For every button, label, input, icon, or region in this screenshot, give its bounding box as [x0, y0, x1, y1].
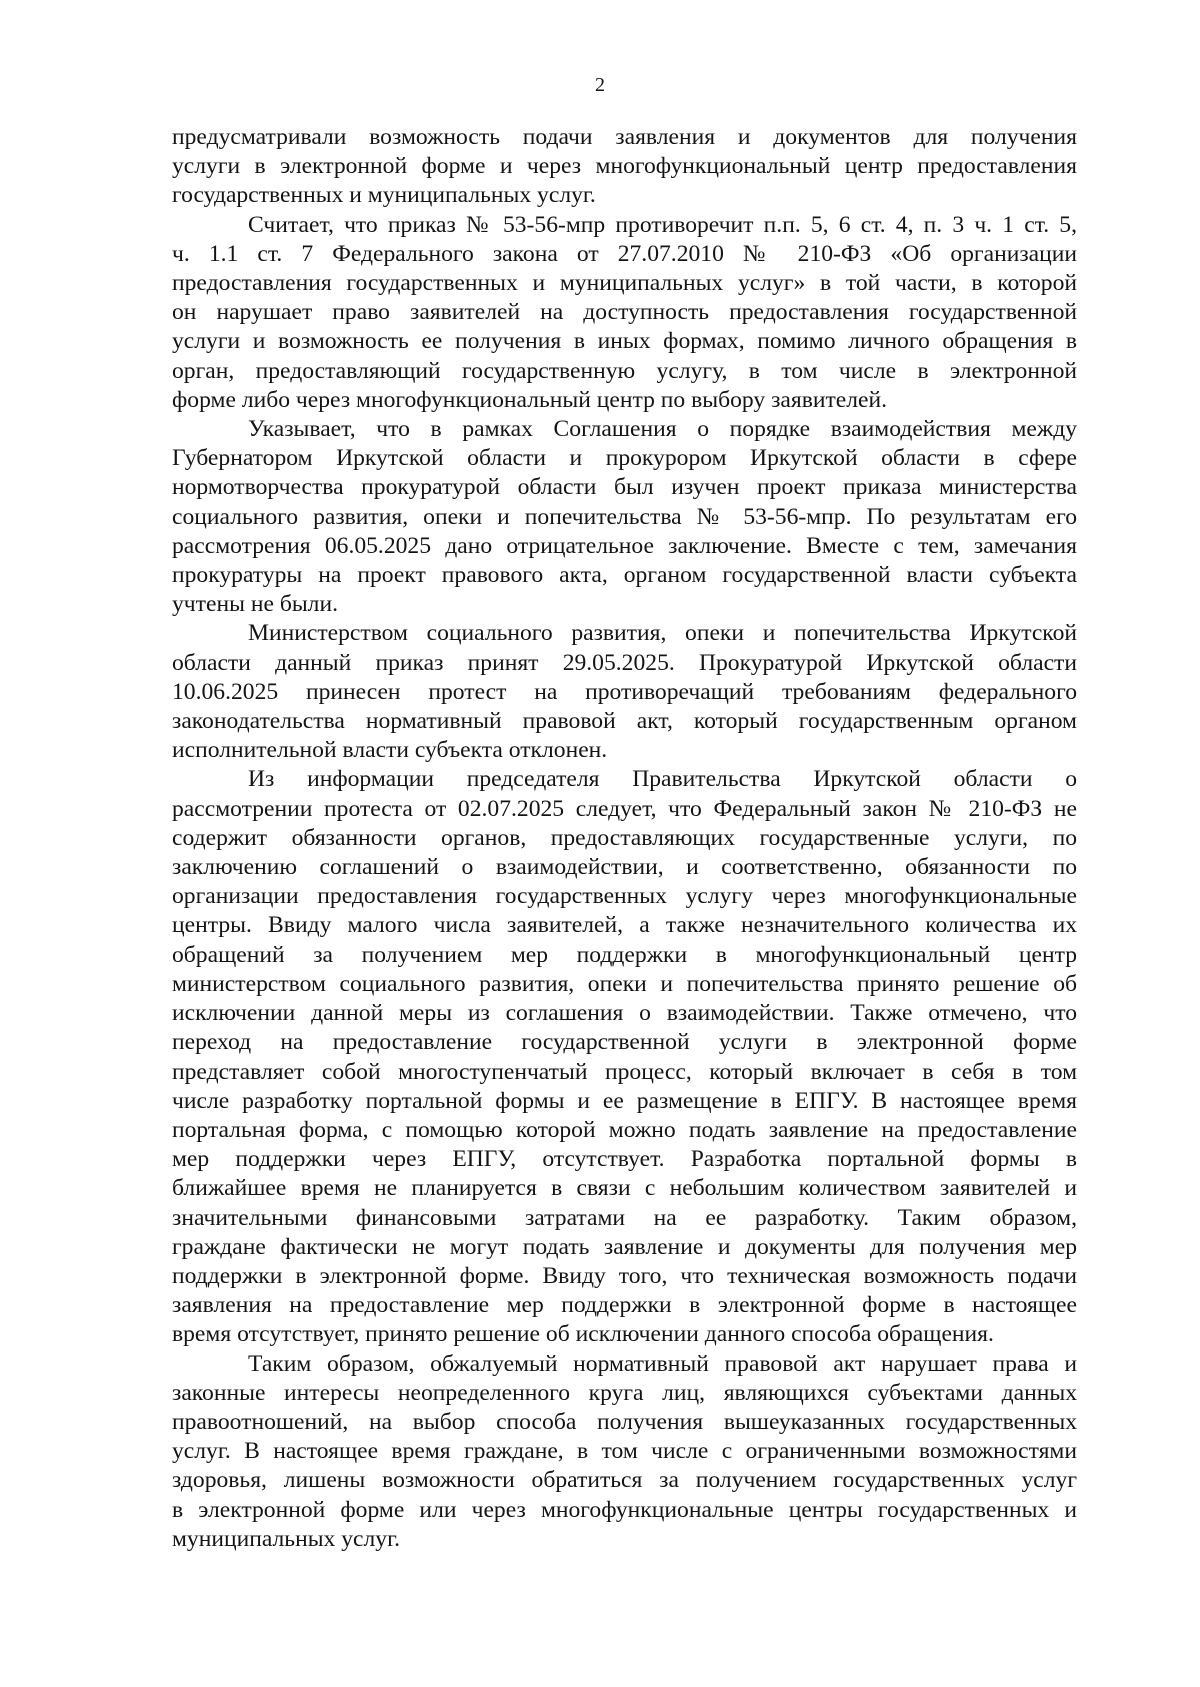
- text-line: нормотворчества прокуратурой области был изучен проект приказа министерства: [172, 474, 1077, 501]
- text-line: правоотношений, на выбор способа получения вышеуказанных государственных: [172, 1408, 1077, 1435]
- text-line: организации предоставления государственных услугу через многофункциональные: [172, 883, 1077, 910]
- text-line: значительными финансовыми затратами на ее разработку. Таким образом,: [172, 1204, 1077, 1231]
- text-line: время отсутствует, принято решение об исключении данного способа обращения.: [172, 1321, 994, 1348]
- document-body: [172, 123, 1077, 1554]
- text-line: Считает, что приказ № 53-56-мпр противоречит п.п. 5, 6 ст. 4, п. 3 ч. 1 ст. 5,: [248, 211, 1077, 238]
- text-line: орган, предоставляющий государственную услугу, в том числе в электронной: [172, 357, 1077, 384]
- text-line: предоставления государственных и муниципальных услуг» в той части, в которой: [172, 270, 1077, 297]
- text-line: Из информации председателя Правительства Иркутской области о: [248, 766, 1077, 793]
- text-line: законные интересы неопределенного круга лиц, являющихся субъектами данных: [172, 1379, 1077, 1406]
- text-line: законодательства нормативный правовой акт, который государственным органом: [172, 708, 1077, 735]
- text-line: Министерством социального развития, опеки и попечительства Иркутской: [248, 620, 1077, 647]
- text-line: услуг. В настоящее время граждане, в том числе с ограниченными возможностями: [172, 1438, 1077, 1465]
- text-line: Указывает, что в рамках Соглашения о порядке взаимодействия между: [248, 416, 1077, 443]
- text-line: муниципальных услуг.: [172, 1525, 400, 1552]
- text-line: исполнительной власти субъекта отклонен.: [172, 737, 608, 764]
- paragraph: [172, 415, 1077, 619]
- text-line: государственных и муниципальных услуг.: [172, 182, 596, 209]
- text-line: заявления на предоставление мер поддержки в электронной форме в настоящее: [172, 1292, 1077, 1319]
- paragraph: [172, 765, 1077, 1349]
- text-line: форме либо через многофункциональный центр по выбору заявителей.: [172, 386, 888, 413]
- text-line: граждане фактически не могут подать заявление и документы для получения мер: [172, 1233, 1077, 1260]
- text-line: 10.06.2025 принесен протест на противоречащий требованиям федерального: [172, 678, 1077, 705]
- text-line: Таким образом, обжалуемый нормативный правовой акт нарушает права и: [248, 1350, 1077, 1377]
- text-line: центры. Ввиду малого числа заявителей, а также незначительного количества их: [172, 912, 1077, 939]
- paragraph: [172, 211, 1077, 415]
- text-line: поддержки в электронной форме. Ввиду того, что техническая возможность подачи: [172, 1262, 1077, 1289]
- text-line: социального развития, опеки и попечительства № 53-56-мпр. По результатам его: [172, 503, 1077, 530]
- text-line: числе разработку портальной формы и ее размещение в ЕПГУ. В настоящее время: [172, 1087, 1077, 1114]
- text-line: министерством социального развития, опеки и попечительства принято решение об: [172, 970, 1077, 997]
- text-line: представляет собой многоступенчатый процесс, который включает в себя в том: [172, 1058, 1077, 1085]
- paragraph: [172, 1350, 1077, 1554]
- text-line: мер поддержки через ЕПГУ, отсутствует. Разработка портальной формы в: [172, 1146, 1077, 1173]
- text-line: прокуратуры на проект правового акта, органом государственной власти субъекта: [172, 562, 1077, 589]
- text-line: заключению соглашений о взаимодействии, и соответственно, обязанности по: [172, 854, 1077, 881]
- text-line: переход на предоставление государственной услуги в электронной форме: [172, 1029, 1077, 1056]
- text-line: учтены не были.: [172, 591, 338, 618]
- text-line: рассмотрении протеста от 02.07.2025 следует, что Федеральный закон № 210-ФЗ не: [172, 795, 1077, 822]
- text-line: предусматривали возможность подачи заявления и документов для получения: [172, 124, 1077, 150]
- text-line: услуги в электронной форме и через многофункциональный центр предоставления: [172, 153, 1077, 180]
- text-line: портальная форма, с помощью которой можно подать заявление на предоставление: [172, 1116, 1077, 1143]
- text-line: области данный приказ принят 29.05.2025. Прокуратурой Иркутской области: [172, 649, 1077, 676]
- paragraph: [172, 619, 1077, 765]
- text-line: исключении данной меры из соглашения о взаимодействии. Также отмечено, что: [172, 1000, 1077, 1027]
- text-line: обращений за получением мер поддержки в многофункциональный центр: [172, 941, 1077, 968]
- text-line: Губернатором Иркутской области и прокурором Иркутской области в сфере: [172, 445, 1077, 472]
- text-line: рассмотрения 06.05.2025 дано отрицательное заключение. Вместе с тем, замечания: [172, 532, 1077, 559]
- text-line: ч. 1.1 ст. 7 Федерального закона от 27.07.2010 № 210-ФЗ «Об организации: [172, 240, 1077, 267]
- paragraph: [172, 123, 1077, 211]
- text-line: ближайшее время не планируется в связи с небольшим количеством заявителей и: [172, 1175, 1077, 1202]
- text-line: в электронной форме или через многофункциональные центры государственных и: [172, 1496, 1077, 1523]
- page-number: 2: [595, 74, 605, 96]
- text-line: содержит обязанности органов, предоставляющих государственные услуги, по: [172, 824, 1077, 851]
- text-line: он нарушает право заявителей на доступность предоставления государственной: [172, 299, 1077, 326]
- text-line: здоровья, лишены возможности обратиться за получением государственных услуг: [172, 1467, 1077, 1494]
- text-line: услуги и возможность ее получения в иных формах, помимо личного обращения в: [172, 328, 1077, 355]
